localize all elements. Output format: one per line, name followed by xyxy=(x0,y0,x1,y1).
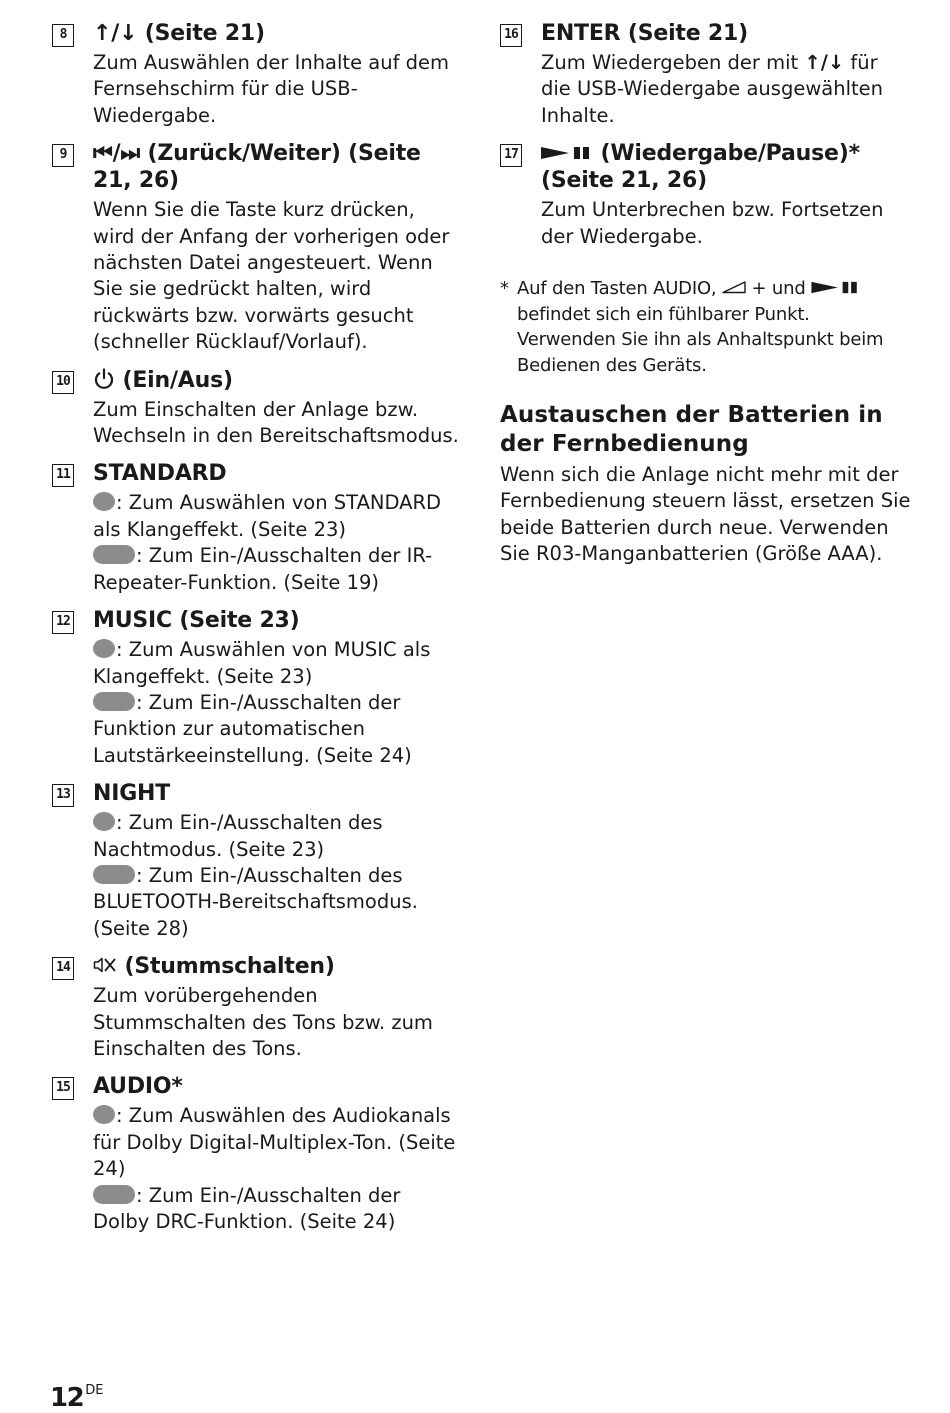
left-column xyxy=(52,20,462,1246)
item-number: 11 xyxy=(52,464,74,487)
play-pause-icon xyxy=(811,279,861,296)
arrow-up-down-icon: ↑/↓ xyxy=(804,51,845,74)
section-body: Wenn sich die Anlage nicht mehr mit der Fernbedienung steuern lässt, ersetzen Sie beide Batterien durch neue. Verwenden Sie R03-Manganbatterien (Größe AAA). xyxy=(500,463,911,566)
right-column xyxy=(500,20,912,568)
item-description: Zum Einschalten der Anlage bzw. Wechseln in den Bereitschaftsmodus. xyxy=(93,397,459,448)
item-11 xyxy=(52,460,462,596)
item-description: Wenn Sie die Taste kurz drücken, wird der Anfang der vorherigen oder nächsten Datei angesteuert. Wenn Sie sie gedrückt halten, wird rückwärts bzw. vorwärts gesucht (schneller Rücklauf/Vorlauf). xyxy=(93,198,450,354)
item-title: (Wiedergabe/Pause)* (Seite 21, 26) xyxy=(541,141,860,194)
item-description: Zum Unterbrechen bzw. Fortsetzen der Wiedergabe. xyxy=(541,198,884,248)
footnote-text-mid: + und xyxy=(751,278,806,300)
item-description-end: für die USB-Wiedergabe ausgewählten Inhalte. xyxy=(541,51,884,127)
item-title: ↑/↓ (Seite 21) xyxy=(93,21,265,46)
item-description: Zum Auswählen der Inhalte auf dem Fernsehschirm für die USB-Wiedergabe. xyxy=(93,51,450,127)
item-title: ⏮/⏭ (Zurück/Weiter) (Seite 21, 26) xyxy=(93,141,421,194)
page-number-value: 12 xyxy=(50,1383,84,1413)
dot-description: : Zum Auswählen des Audiokanals für Dolby Digital-Multiplex-Ton. (Seite 24) xyxy=(93,1104,456,1181)
pill-button-icon xyxy=(93,692,135,711)
pill-description: : Zum Ein-/Ausschalten der Funktion zur automatischen Lautstärkeeinstellung. (Seite 24) xyxy=(93,690,412,767)
item-title: AUDIO* xyxy=(93,1074,183,1100)
pill-description: : Zum Ein-/Ausschalten des BLUETOOTH-Bereitschaftsmodus. (Seite 28) xyxy=(93,863,418,940)
item-title: STANDARD xyxy=(93,461,227,487)
item-title: (Ein/Aus) xyxy=(122,367,233,393)
item-title: MUSIC (Seite 23) xyxy=(93,608,300,634)
item-description-start: Zum Wiedergeben der mit xyxy=(541,51,805,74)
item-12 xyxy=(52,607,462,769)
item-number: 10 xyxy=(52,371,74,394)
item-title: ENTER (Seite 21) xyxy=(541,21,749,46)
play-pause-icon xyxy=(541,144,593,162)
section-title: Austauschen der Batterien in der Fernbedienung xyxy=(500,402,883,458)
pill-button-icon xyxy=(93,545,135,564)
footnote-text-start: Auf den Tasten AUDIO, xyxy=(517,278,717,300)
dot-button-icon xyxy=(93,639,115,658)
item-title: (Stummschalten) xyxy=(124,954,335,980)
pill-description: : Zum Ein-/Ausschalten der Dolby DRC-Funktion. (Seite 24) xyxy=(93,1183,401,1233)
item-number: 12 xyxy=(52,611,74,634)
item-8 xyxy=(52,20,462,129)
item-number: 14 xyxy=(52,957,74,980)
dot-button-icon xyxy=(93,1105,115,1124)
power-icon xyxy=(93,368,115,390)
item-15 xyxy=(52,1073,462,1235)
item-number: 13 xyxy=(52,784,74,807)
item-number: 9 xyxy=(52,144,74,167)
mute-icon xyxy=(93,955,117,975)
item-14 xyxy=(52,953,462,1062)
language-code: DE xyxy=(85,1383,104,1398)
item-number: 15 xyxy=(52,1077,74,1100)
item-description: Zum vorübergehenden Stummschalten des Tons bzw. zum Einschalten des Tons. xyxy=(93,984,433,1060)
dot-description: : Zum Auswählen von STANDARD als Klangeffekt. (Seite 23) xyxy=(93,491,442,541)
item-title: NIGHT xyxy=(93,781,171,807)
pill-description: : Zum Ein-/Ausschalten der IR-Repeater-Funktion. (Seite 19) xyxy=(93,544,433,594)
volume-plus-icon xyxy=(722,280,746,294)
item-number: 17 xyxy=(500,144,522,167)
item-13 xyxy=(52,780,462,942)
item-number: 16 xyxy=(500,24,522,47)
pill-button-icon xyxy=(93,1185,135,1204)
footnote xyxy=(500,276,912,378)
page-number xyxy=(50,1376,103,1413)
item-17 xyxy=(500,140,912,250)
dot-button-icon xyxy=(93,492,115,511)
pill-button-icon xyxy=(93,865,135,884)
item-9 xyxy=(52,140,462,355)
dot-button-icon xyxy=(93,812,115,831)
dot-description: : Zum Ein-/Ausschalten des Nachtmodus. (Seite 23) xyxy=(93,811,383,861)
item-number: 8 xyxy=(52,24,74,47)
dot-description: : Zum Auswählen von MUSIC als Klangeffekt. (Seite 23) xyxy=(93,638,431,688)
item-10 xyxy=(52,367,462,450)
item-16 xyxy=(500,20,912,129)
footnote-text-end: befindet sich ein fühlbarer Punkt. Verwenden Sie ihn als Anhaltspunkt beim Bedienen des Geräts. xyxy=(517,303,884,376)
footnote-marker: * xyxy=(500,278,509,300)
